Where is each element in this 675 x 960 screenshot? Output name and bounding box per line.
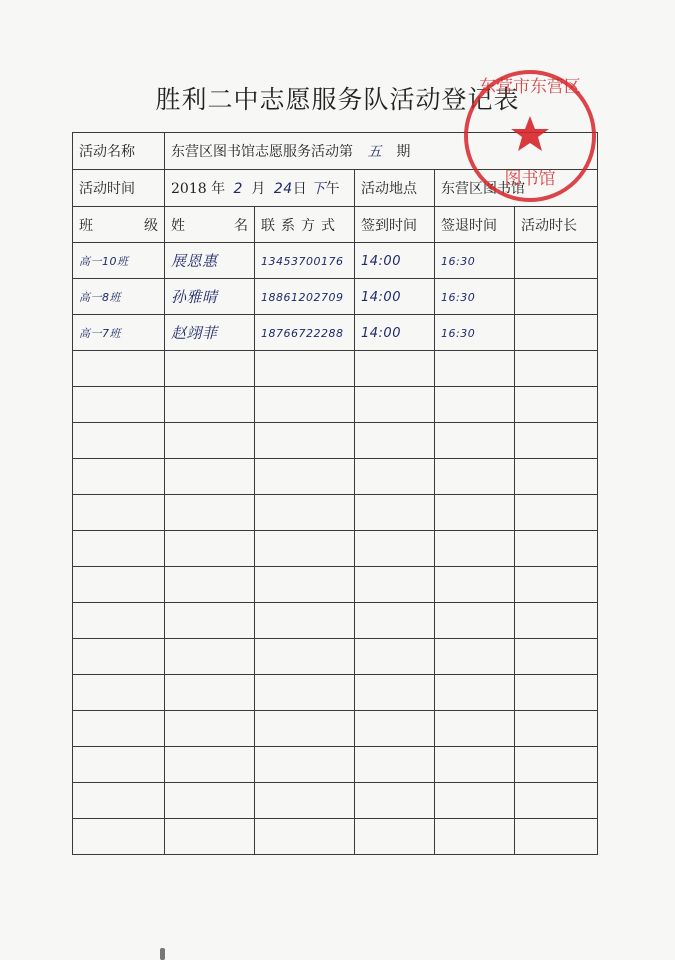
time-year-unit: 年 xyxy=(211,181,226,197)
empty-cell xyxy=(435,387,515,423)
empty-cell xyxy=(255,711,355,747)
col-checkin-header: 签到时间 xyxy=(355,207,435,243)
cell-checkin-text: 14:00 xyxy=(361,325,401,341)
empty-cell xyxy=(255,639,355,675)
empty-cell xyxy=(165,639,255,675)
empty-cell xyxy=(355,531,435,567)
cell-checkout xyxy=(435,279,515,315)
cell-checkin xyxy=(355,315,435,351)
empty-cell xyxy=(165,819,255,855)
empty-cell xyxy=(515,711,598,747)
empty-cell xyxy=(435,351,515,387)
activity-period: 五 xyxy=(367,144,382,160)
location-value: 东营区图书馆 xyxy=(435,170,598,207)
empty-cell xyxy=(515,747,598,783)
empty-cell xyxy=(165,423,255,459)
col-class-char-2: 级 xyxy=(144,217,158,234)
empty-cell xyxy=(435,531,515,567)
time-month-unit: 月 xyxy=(251,181,266,197)
empty-cell xyxy=(355,675,435,711)
empty-cell xyxy=(435,495,515,531)
empty-cell xyxy=(435,819,515,855)
empty-cell xyxy=(515,531,598,567)
empty-cell xyxy=(515,639,598,675)
cell-contact xyxy=(255,279,355,315)
time-year: 2018 xyxy=(171,181,207,197)
time-day: 24 xyxy=(273,181,293,197)
time-month: 2 xyxy=(233,181,243,197)
empty-cell xyxy=(255,495,355,531)
empty-cell xyxy=(355,567,435,603)
empty-cell xyxy=(165,783,255,819)
cell-duration xyxy=(515,279,598,315)
empty-cell xyxy=(255,783,355,819)
cell-class xyxy=(73,279,165,315)
svg-text:东营市东营区: 东营市东营区 xyxy=(479,77,581,97)
empty-cell xyxy=(255,603,355,639)
empty-cell xyxy=(73,567,165,603)
empty-cell xyxy=(255,531,355,567)
table-row xyxy=(73,315,598,351)
cell-name xyxy=(165,243,255,279)
empty-cell xyxy=(435,711,515,747)
empty-cell xyxy=(355,423,435,459)
empty-cell xyxy=(73,603,165,639)
cell-checkin-text: 14:00 xyxy=(361,289,401,305)
empty-cell xyxy=(355,603,435,639)
activity-time-value xyxy=(165,170,355,207)
empty-cell xyxy=(73,783,165,819)
empty-cell xyxy=(355,819,435,855)
empty-cell xyxy=(355,639,435,675)
cell-class xyxy=(73,315,165,351)
form-title: 胜利二中志愿服务队活动登记表 xyxy=(155,85,520,114)
table-row xyxy=(73,243,598,279)
empty-cell xyxy=(355,495,435,531)
empty-cell xyxy=(165,459,255,495)
empty-cell xyxy=(435,783,515,819)
empty-cell xyxy=(73,819,165,855)
empty-cell xyxy=(515,423,598,459)
empty-cell xyxy=(165,603,255,639)
activity-name-label: 活动名称 xyxy=(73,133,165,170)
empty-cell xyxy=(73,639,165,675)
cell-contact-text: 18861202709 xyxy=(261,290,344,304)
empty-cell xyxy=(435,459,515,495)
empty-cell xyxy=(165,747,255,783)
empty-cell xyxy=(73,351,165,387)
empty-cell xyxy=(355,747,435,783)
empty-cell xyxy=(73,423,165,459)
cell-checkin xyxy=(355,243,435,279)
cell-contact-text: 13453700176 xyxy=(261,254,344,268)
empty-row xyxy=(73,603,598,639)
col-contact-header: 联系方式 xyxy=(255,207,355,243)
empty-cell xyxy=(435,567,515,603)
col-class-char-1: 班 xyxy=(79,217,93,234)
cell-name-text: 展恩惠 xyxy=(171,252,218,270)
cell-class xyxy=(73,243,165,279)
col-name-char-2: 名 xyxy=(234,217,248,234)
empty-cell xyxy=(73,387,165,423)
time-ampm-unit: 午 xyxy=(325,181,340,197)
empty-cell xyxy=(255,675,355,711)
empty-cell xyxy=(515,819,598,855)
activity-name-value xyxy=(165,133,598,170)
empty-cell xyxy=(515,675,598,711)
empty-row xyxy=(73,711,598,747)
cell-checkin xyxy=(355,279,435,315)
empty-cell xyxy=(355,783,435,819)
empty-cell xyxy=(435,639,515,675)
col-class-header xyxy=(73,207,165,243)
empty-cell xyxy=(255,387,355,423)
cell-checkout-text: 16:30 xyxy=(441,326,476,340)
empty-row xyxy=(73,675,598,711)
empty-cell xyxy=(355,711,435,747)
activity-time-label: 活动时间 xyxy=(73,170,165,207)
cell-checkout xyxy=(435,243,515,279)
empty-cell xyxy=(73,711,165,747)
cell-contact xyxy=(255,315,355,351)
empty-cell xyxy=(165,675,255,711)
empty-cell xyxy=(255,351,355,387)
empty-cell xyxy=(165,531,255,567)
location-label: 活动地点 xyxy=(355,170,435,207)
cell-checkout-text: 16:30 xyxy=(441,254,476,268)
col-duration-header: 活动时长 xyxy=(515,207,598,243)
activity-time-row xyxy=(73,170,598,207)
cell-name-text: 赵翊菲 xyxy=(171,324,218,342)
empty-row xyxy=(73,783,598,819)
empty-cell xyxy=(165,567,255,603)
empty-row xyxy=(73,387,598,423)
empty-cell xyxy=(255,567,355,603)
empty-cell xyxy=(255,423,355,459)
empty-cell xyxy=(515,387,598,423)
empty-row xyxy=(73,423,598,459)
empty-row xyxy=(73,459,598,495)
registration-table xyxy=(72,132,598,855)
cell-checkout-text: 16:30 xyxy=(441,290,476,304)
empty-cell xyxy=(515,459,598,495)
cell-checkin-text: 14:00 xyxy=(361,253,401,269)
empty-cell xyxy=(73,531,165,567)
empty-cell xyxy=(255,819,355,855)
empty-cell xyxy=(73,747,165,783)
empty-cell xyxy=(515,783,598,819)
col-checkout-header: 签退时间 xyxy=(435,207,515,243)
empty-row xyxy=(73,819,598,855)
cell-class-text: 高一7班 xyxy=(79,326,121,340)
cell-class-text: 高一8班 xyxy=(79,290,121,304)
activity-name-suffix: 期 xyxy=(396,144,411,160)
empty-cell xyxy=(355,351,435,387)
empty-cell xyxy=(435,675,515,711)
activity-name-row xyxy=(73,133,598,170)
empty-cell xyxy=(355,387,435,423)
empty-cell xyxy=(165,495,255,531)
empty-cell xyxy=(165,711,255,747)
svg-text:图书馆: 图书馆 xyxy=(504,169,556,189)
cell-name xyxy=(165,315,255,351)
empty-cell xyxy=(435,603,515,639)
cell-checkout xyxy=(435,315,515,351)
empty-cell xyxy=(435,423,515,459)
cell-class-text: 高一10班 xyxy=(79,254,129,268)
empty-cell xyxy=(515,495,598,531)
cell-duration xyxy=(515,243,598,279)
empty-cell xyxy=(355,459,435,495)
empty-cell xyxy=(255,747,355,783)
empty-cell xyxy=(165,351,255,387)
empty-row xyxy=(73,639,598,675)
empty-cell xyxy=(165,387,255,423)
time-ampm: 下 xyxy=(311,181,326,197)
table-row xyxy=(73,279,598,315)
activity-name-prefix: 东营区图书馆志愿服务活动第 xyxy=(171,144,353,160)
column-header-row xyxy=(73,207,598,243)
cell-name xyxy=(165,279,255,315)
empty-cell xyxy=(515,603,598,639)
empty-row xyxy=(73,567,598,603)
binder-mark xyxy=(160,948,165,960)
empty-cell xyxy=(73,495,165,531)
empty-row xyxy=(73,747,598,783)
col-name-char-1: 姓 xyxy=(171,217,185,234)
empty-cell xyxy=(255,459,355,495)
cell-contact xyxy=(255,243,355,279)
cell-duration xyxy=(515,315,598,351)
empty-cell xyxy=(515,351,598,387)
empty-row xyxy=(73,531,598,567)
cell-contact-text: 18766722288 xyxy=(261,326,344,340)
empty-row xyxy=(73,351,598,387)
col-name-header xyxy=(165,207,255,243)
time-day-unit: 日 xyxy=(292,181,307,197)
cell-name-text: 孙雅晴 xyxy=(171,288,218,306)
empty-cell xyxy=(73,675,165,711)
empty-row xyxy=(73,495,598,531)
empty-cell xyxy=(73,459,165,495)
empty-cell xyxy=(435,747,515,783)
empty-cell xyxy=(515,567,598,603)
